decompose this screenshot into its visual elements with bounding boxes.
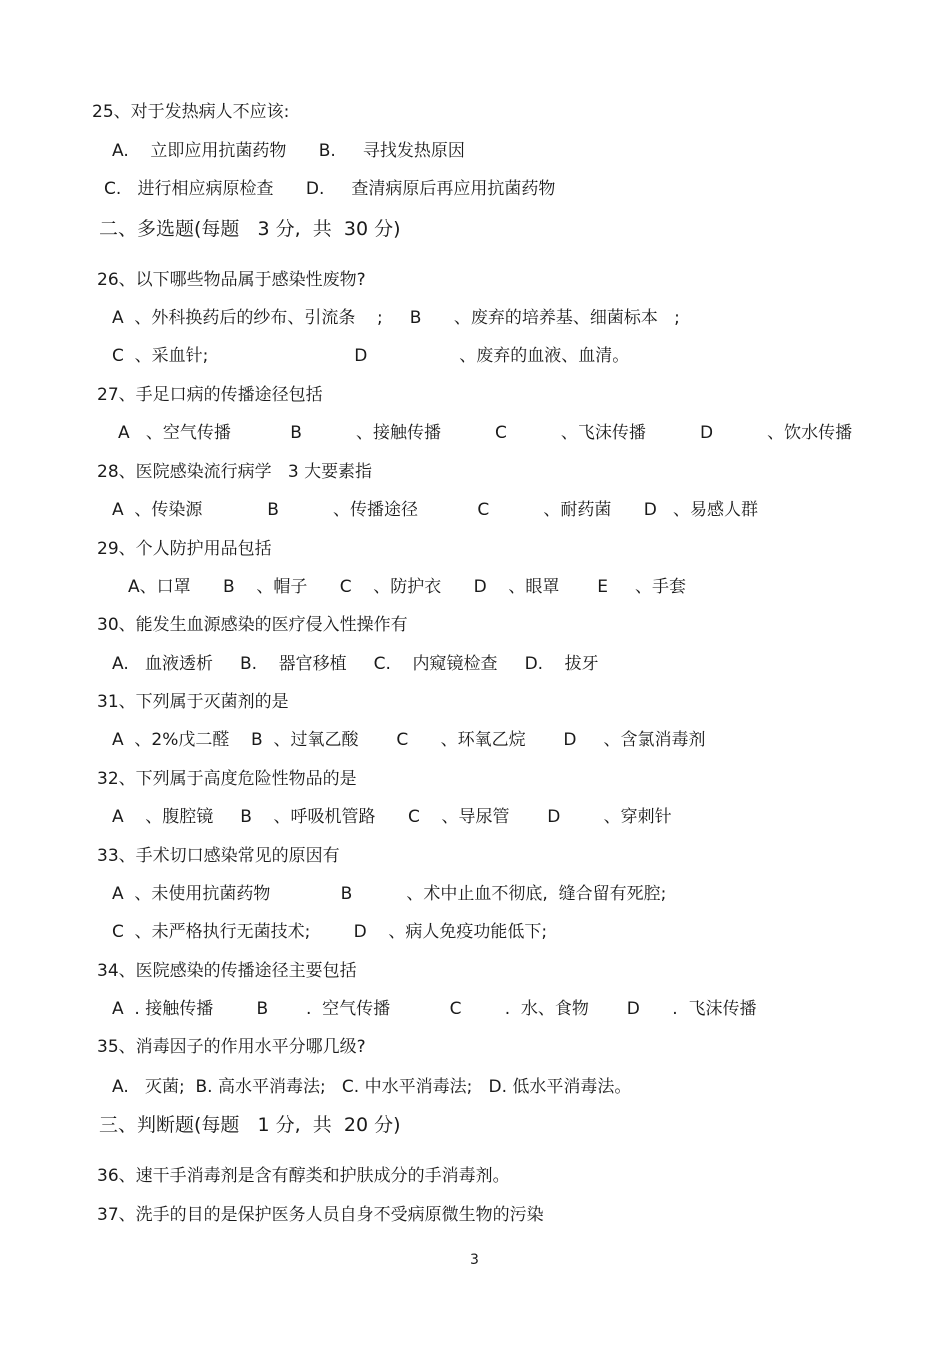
- question-34: 34、医院感染的传播途径主要包括: [97, 961, 357, 981]
- question-33: 33、手术切口感染常见的原因有: [97, 846, 340, 866]
- question-33-options-cd: C 、未严格执行无菌技术; D 、病人免疫功能低下;: [112, 922, 548, 942]
- question-31: 31、下列属于灭菌剂的是: [97, 692, 289, 712]
- question-25-options-ab: A. 立即应用抗菌药物 B. 寻找发热原因: [112, 141, 465, 161]
- question-27: 27、手足口病的传播途径包括: [97, 385, 323, 405]
- question-33-options-ab: A 、未使用抗菌药物 B 、术中止血不彻底, 缝合留有死腔;: [112, 884, 667, 904]
- question-29-options: A、口罩 B 、帽子 C 、防护衣 D 、眼罩 E 、手套: [128, 577, 686, 597]
- question-35: 35、消毒因子的作用水平分哪几级?: [97, 1037, 366, 1057]
- question-37: 37、洗手的目的是保护医务人员自身不受病原微生物的污染: [97, 1205, 544, 1225]
- page-number: 3: [470, 1252, 479, 1268]
- section-heading-true-false: 三、判断题(每题 1 分, 共 20 分): [99, 1114, 401, 1136]
- section-heading-multiple-choice: 二、多选题(每题 3 分, 共 30 分): [99, 218, 401, 240]
- question-25: 25、对于发热病人不应该:: [92, 102, 290, 122]
- question-29: 29、个人防护用品包括: [97, 539, 272, 559]
- question-36: 36、速干手消毒剂是含有醇类和护肤成分的手消毒剂。: [97, 1166, 510, 1186]
- question-34-options: A . 接触传播 B . 空气传播 C . 水、食物 D . 飞沫传播: [112, 999, 757, 1019]
- question-32: 32、下列属于高度危险性物品的是: [97, 769, 357, 789]
- question-25-options-cd: C. 进行相应病原检查 D. 查清病原后再应用抗菌药物: [104, 179, 556, 199]
- question-26: 26、以下哪些物品属于感染性废物?: [97, 270, 366, 290]
- question-35-options: A. 灭菌; B. 高水平消毒法; C. 中水平消毒法; D. 低水平消毒法。: [112, 1077, 632, 1097]
- question-30-options: A. 血液透析 B. 器官移植 C. 内窥镜检查 D. 拔牙: [112, 654, 599, 674]
- question-27-options: A 、空气传播 B 、接触传播 C 、飞沫传播 D 、饮水传播: [118, 423, 853, 443]
- question-30: 30、能发生血源感染的医疗侵入性操作有: [97, 615, 408, 635]
- question-28: 28、医院感染流行病学 3 大要素指: [97, 462, 373, 482]
- question-28-options: A 、传染源 B 、传播途径 C 、耐药菌 D 、易感人群: [112, 500, 759, 520]
- question-31-options: A 、2%戊二醛 B 、过氧乙酸 C 、环氧乙烷 D 、含氯消毒剂: [112, 730, 706, 750]
- question-32-options: A 、腹腔镜 B 、呼吸机管路 C 、导尿管 D 、穿刺针: [112, 807, 672, 827]
- question-26-options-ab: A 、外科换药后的纱布、引流条 ; B 、废弃的培养基、细菌标本 ;: [112, 308, 680, 328]
- question-26-options-cd: C 、采血针; D 、废弃的血液、血清。: [112, 346, 630, 366]
